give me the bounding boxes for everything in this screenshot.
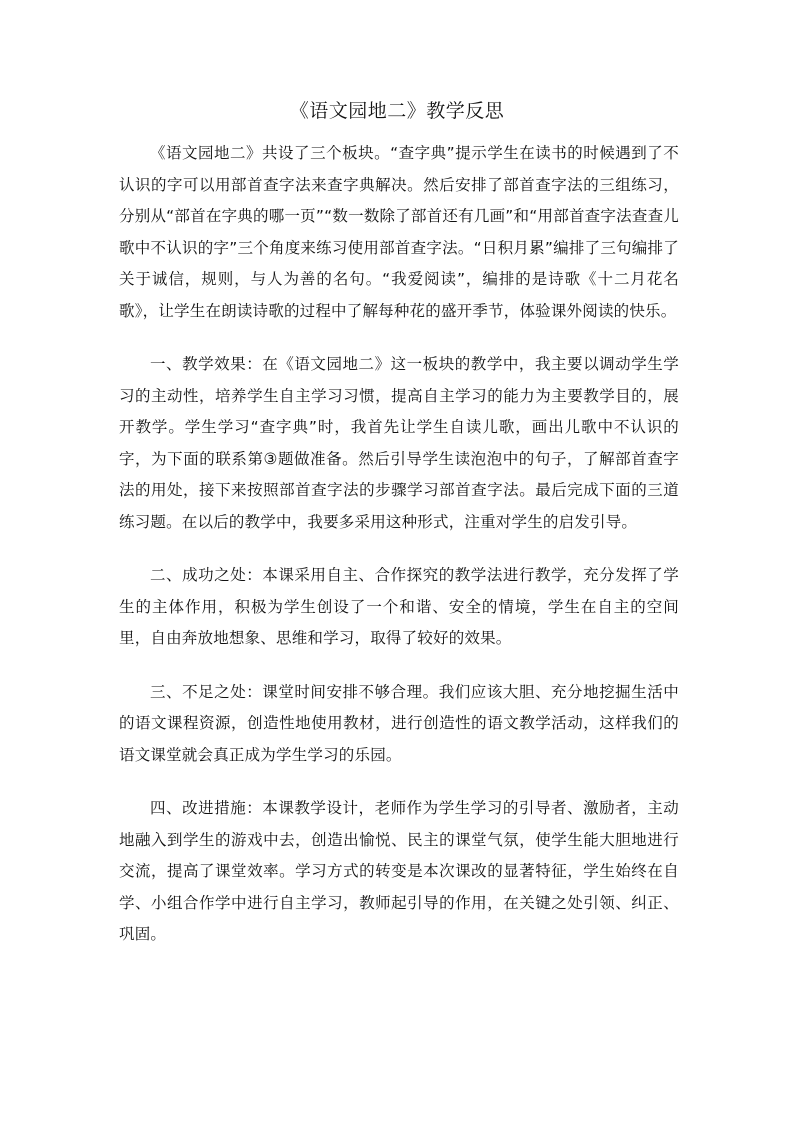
document-body	[119, 138, 679, 973]
intro-paragraph: 《语文园地二》共设了三个板块。“查字典”提示学生在读书的时候遇到了不认识的字可以用部首查字法来查字典解决。然后安排了部首查字法的三组练习，分别从“部首在字典的哪一页”“数一数除了部首还有几画”和“用部首查字法查查儿歌中不认识的字”三个角度来练习使用部首查字法。“日积月累”编排了三句编排了关于诚信，规则，与人为善的名句。“我爱阅读”，编排的是诗歌《十二月花名歌》，让学生在朗读诗歌的过程中了解每种花的盛开季节，体验课外阅读的快乐。	[119, 144, 679, 320]
success-paragraph: 二、成功之处：本课采用自主、合作探究的教学法进行教学，充分发挥了学生的主体作用，积极为学生创设了一个和谐、安全的情境，学生在自主的空间里，自由奔放地想象、思维和学习，取得了较好的效果。	[119, 566, 679, 647]
shortcoming-paragraph: 三、不足之处：课堂时间安排不够合理。我们应该大胆、充分地挖掘生活中的语文课程资源，创造性地使用教材，进行创造性的语文教学活动，这样我们的语文课堂就会真正成为学生学习的乐园。	[119, 682, 679, 764]
teaching-effect-paragraph: 一、教学效果：在《语文园地二》这一板块的教学中，我主要以调动学生学习的主动性，培养学生自主学习习惯，提高自主学习的能力为主要教学目的，展开教学。学生学习“查字典”时，我首先让学生自读儿歌，画出儿歌中不认识的字，为下面的联系第③题做准备。然后引导学生读泡泡中的句子，了解部首查字法的用处，接下来按照部首查字法的步骤学习部首查字法。最后完成下面的三道练习题。在以后的教学中，我要多采用这种形式，注重对学生的启发引导。	[119, 355, 679, 531]
document-title: 《语文园地二》教学反思	[289, 100, 505, 122]
improvement-paragraph: 四、改进措施：本课教学设计，老师作为学生学习的引导者、激励者，主动地融入到学生的游戏中去，创造出愉悦、民主的课堂气氛，使学生能大胆地进行交流，提高了课堂效率。学习方式的转变是本次课改的显著特征，学生始终在自学、小组合作学中进行自主学习，教师起引导的作用，在关键之处引领、纠正、巩固。	[119, 799, 679, 943]
